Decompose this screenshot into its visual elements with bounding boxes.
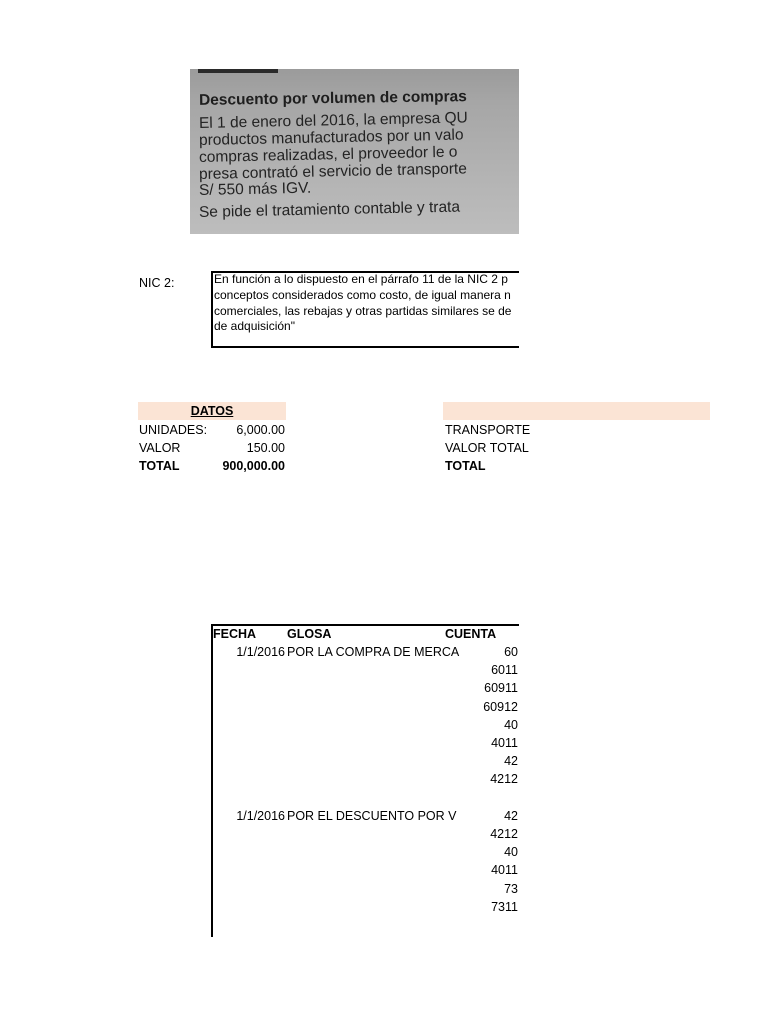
datos-header: DATOS (138, 402, 286, 420)
datos-label: VALOR (139, 441, 181, 455)
right-table-label: TOTAL (445, 459, 486, 473)
journal-account: 60912 (483, 700, 518, 714)
journal-header-fecha: FECHA (213, 627, 257, 641)
journal-account: 40 (504, 718, 518, 732)
journal-glosa (287, 880, 447, 898)
journal-header-glosa: GLOSA (287, 627, 332, 641)
photo-line: Se pide el tratamiento contable y trata (198, 198, 461, 221)
journal-account: 4212 (490, 772, 518, 786)
journal-account: 60911 (484, 681, 518, 695)
journal-glosa (287, 789, 447, 807)
journal-account: 4212 (490, 827, 518, 841)
right-table-label: VALOR TOTAL (445, 441, 529, 455)
journal-account: 6011 (491, 663, 518, 677)
photo-line: productos manufacturados por un valo (198, 126, 464, 149)
textbook-photo (190, 69, 519, 234)
journal-date (213, 861, 285, 879)
datos-label: TOTAL (139, 459, 180, 473)
journal-glosa: POR EL DESCUENTO POR V (287, 809, 457, 823)
journal-account (447, 789, 518, 807)
journal-glosa (287, 716, 447, 734)
nic-text-box[interactable] (211, 271, 519, 348)
photo-line: presa contrató el servicio de transporte (198, 160, 468, 183)
datos-row (138, 439, 286, 457)
journal-glosa (287, 679, 447, 697)
photo-title: Descuento por volumen de compras (198, 88, 467, 109)
journal-account: 4011 (491, 736, 518, 750)
journal-date (213, 880, 285, 898)
journal-date (213, 770, 285, 788)
datos-row (138, 421, 286, 439)
journal-date (213, 789, 285, 807)
photo-line: compras realizadas, el proveedor le o (198, 143, 458, 166)
journal-account: 40 (504, 845, 518, 859)
journal-date (213, 661, 285, 679)
journal-date (213, 679, 285, 697)
nic-line: En función a lo dispuesto en el párrafo 11 de la NIC 2 p (214, 272, 508, 286)
journal-glosa (287, 861, 447, 879)
journal-header-cuenta: CUENTA (445, 627, 497, 641)
journal-glosa (287, 825, 447, 843)
nic-label: NIC 2: (139, 276, 175, 290)
right-table-header (443, 402, 710, 420)
journal-glosa (287, 734, 447, 752)
nic-line: comerciales, las rebajas y otras partidas similares se de (214, 304, 512, 318)
photo-dark-bar (198, 69, 278, 73)
journal-account: 60 (504, 645, 518, 659)
journal-glosa (287, 698, 447, 716)
journal-date (213, 698, 285, 716)
datos-row-total (138, 457, 286, 475)
photo-line: S/ 550 más IGV. (198, 179, 312, 199)
journal-date (213, 825, 285, 843)
journal-date: 1/1/2016 (236, 809, 285, 823)
nic-line: conceptos considerados como costo, de igual manera n (214, 288, 511, 302)
journal-account: 42 (504, 809, 518, 823)
journal-glosa: POR LA COMPRA DE MERCA (287, 645, 460, 659)
datos-label: UNIDADES: (139, 423, 208, 437)
journal-glosa (287, 752, 447, 770)
journal-account: 7311 (491, 900, 518, 914)
journal-account: 73 (504, 882, 518, 896)
journal-date (213, 843, 285, 861)
journal-date (213, 716, 285, 734)
journal-account: 42 (504, 754, 518, 768)
datos-value: 900,000.00 (222, 459, 285, 473)
nic-line: de adquisición" (214, 319, 295, 333)
journal-glosa (287, 843, 447, 861)
datos-value: 6,000.00 (236, 423, 285, 437)
journal-date: 1/1/2016 (236, 645, 285, 659)
journal-glosa (287, 661, 447, 679)
right-table-label: TRANSPORTE (445, 423, 531, 437)
journal-date (213, 752, 285, 770)
datos-value: 150.00 (246, 441, 285, 455)
journal-glosa (287, 770, 447, 788)
photo-line: El 1 de enero del 2016, la empresa QU (198, 109, 468, 132)
journal-account: 4011 (491, 863, 518, 877)
journal-date (213, 898, 285, 916)
journal-glosa (287, 898, 447, 916)
journal-date (213, 734, 285, 752)
